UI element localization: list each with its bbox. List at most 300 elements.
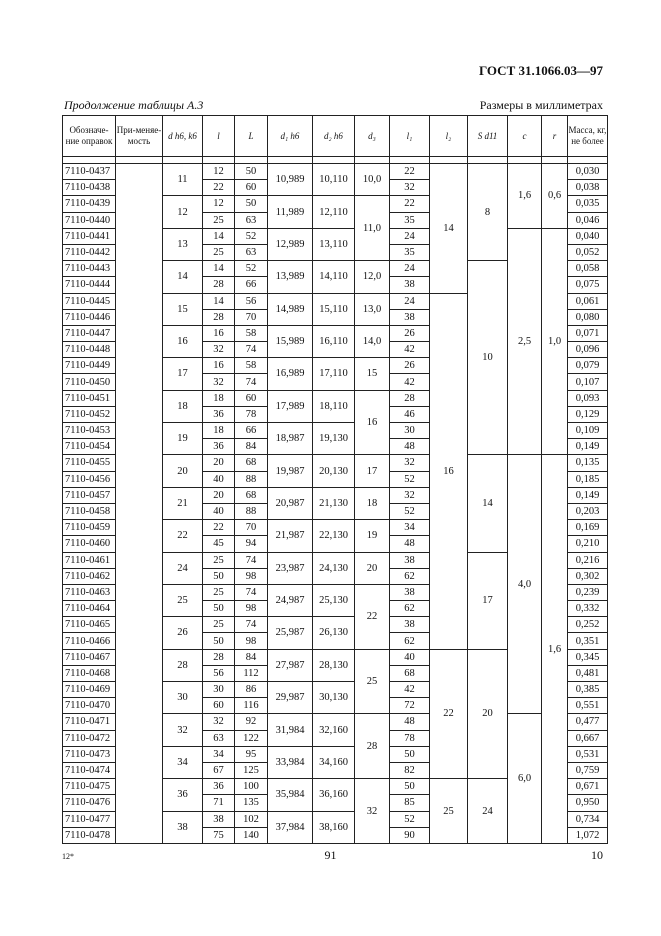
L-cell: 74 [235,617,268,633]
l1-cell: 26 [390,358,430,374]
l-cell: 32 [203,714,235,730]
l-cell: 63 [203,730,235,746]
L-cell: 86 [235,682,268,698]
d2-cell: 38,160 [313,811,355,843]
designation-cell: 7110-0477 [63,811,116,827]
L-cell: 66 [235,423,268,439]
l1-cell: 32 [390,487,430,503]
d1-cell: 33,984 [268,746,313,778]
L-cell: 98 [235,601,268,617]
L-cell: 58 [235,325,268,341]
l1-cell: 52 [390,811,430,827]
L-cell: 84 [235,649,268,665]
d-cell: 22 [163,520,203,552]
designation-cell: 7110-0445 [63,293,116,309]
l1-cell: 32 [390,180,430,196]
l1-cell: 38 [390,309,430,325]
d1-cell: 27,987 [268,649,313,681]
d-cell: 14 [163,261,203,293]
c-cell: 2,5 [508,228,542,455]
designation-cell: 7110-0441 [63,228,116,244]
designation-cell: 7110-0458 [63,503,116,519]
l2-cell: 25 [430,779,468,844]
d-cell: 19 [163,423,203,455]
l1-cell: 50 [390,746,430,762]
d3-cell: 19 [355,520,390,552]
l-cell: 20 [203,487,235,503]
table-row [63,164,608,180]
mass-cell: 0,210 [568,536,608,552]
d2-cell: 30,130 [313,682,355,714]
L-cell: 84 [235,439,268,455]
d2-cell: 13,110 [313,228,355,260]
l1-cell: 42 [390,682,430,698]
L-cell: 135 [235,795,268,811]
l2-cell: 16 [430,293,468,649]
l-cell: 45 [203,536,235,552]
d3-cell: 18 [355,487,390,519]
designation-cell: 7110-0452 [63,406,116,422]
col-c: c [508,116,542,157]
c-cell: 1,6 [508,164,542,229]
L-cell: 122 [235,730,268,746]
mass-cell: 0,052 [568,244,608,260]
L-cell: 116 [235,698,268,714]
designation-cell: 7110-0446 [63,309,116,325]
d3-cell: 10,0 [355,164,390,196]
l1-cell: 24 [390,228,430,244]
l1-cell: 85 [390,795,430,811]
designation-cell: 7110-0476 [63,795,116,811]
d2-cell: 34,160 [313,746,355,778]
mass-cell: 0,061 [568,293,608,309]
d3-cell: 15 [355,358,390,390]
S-cell: 17 [468,552,508,649]
col-d: d h6, k6 [163,116,203,157]
designation-cell: 7110-0447 [63,325,116,341]
d3-cell: 22 [355,584,390,649]
l1-cell: 48 [390,439,430,455]
l-cell: 75 [203,827,235,843]
d1-cell: 37,984 [268,811,313,843]
designation-cell: 7110-0472 [63,730,116,746]
L-cell: 125 [235,762,268,778]
mass-cell: 0,239 [568,584,608,600]
mass-cell: 0,035 [568,196,608,212]
l1-cell: 42 [390,342,430,358]
l-cell: 36 [203,779,235,795]
d-cell: 32 [163,714,203,746]
mass-cell: 0,252 [568,617,608,633]
mass-cell: 0,385 [568,682,608,698]
S-cell: 8 [468,164,508,261]
L-cell: 68 [235,455,268,471]
l-cell: 25 [203,244,235,260]
designation-cell: 7110-0450 [63,374,116,390]
col-l1: l₁ [390,116,430,157]
mass-cell: 0,185 [568,471,608,487]
mass-cell: 0,531 [568,746,608,762]
l-cell: 30 [203,682,235,698]
mass-cell: 0,345 [568,649,608,665]
designation-cell: 7110-0438 [63,180,116,196]
l1-cell: 48 [390,714,430,730]
c-cell: 6,0 [508,714,542,844]
designation-cell: 7110-0451 [63,390,116,406]
L-cell: 98 [235,568,268,584]
d3-cell: 16 [355,390,390,455]
d1-cell: 23,987 [268,552,313,584]
L-cell: 140 [235,827,268,843]
L-cell: 70 [235,309,268,325]
d1-cell: 20,987 [268,487,313,519]
d2-cell: 28,130 [313,649,355,681]
d1-cell: 16,989 [268,358,313,390]
designation-cell: 7110-0471 [63,714,116,730]
l-cell: 32 [203,374,235,390]
l-cell: 16 [203,325,235,341]
d3-cell: 17 [355,455,390,487]
designation-cell: 7110-0478 [63,827,116,843]
applicability-cell [116,164,163,844]
l-cell: 60 [203,698,235,714]
designation-cell: 7110-0456 [63,471,116,487]
mass-cell: 0,667 [568,730,608,746]
page-number: 91 [324,848,337,862]
l1-cell: 62 [390,601,430,617]
L-cell: 68 [235,487,268,503]
col-applicability: При-меняе-мость [116,116,163,157]
d3-cell: 25 [355,649,390,714]
mass-cell: 0,734 [568,811,608,827]
mass-cell: 0,080 [568,309,608,325]
header-row [63,116,608,157]
d3-cell: 11,0 [355,196,390,261]
L-cell: 94 [235,536,268,552]
l1-cell: 62 [390,633,430,649]
d2-cell: 15,110 [313,293,355,325]
L-cell: 74 [235,374,268,390]
designation-cell: 7110-0460 [63,536,116,552]
l1-cell: 38 [390,277,430,293]
mass-cell: 0,109 [568,423,608,439]
S-cell: 10 [468,261,508,455]
designation-cell: 7110-0467 [63,649,116,665]
designation-cell: 7110-0474 [63,762,116,778]
d1-cell: 12,989 [268,228,313,260]
l1-cell: 32 [390,455,430,471]
d2-cell: 32,160 [313,714,355,746]
d1-cell: 17,989 [268,390,313,422]
designation-cell: 7110-0473 [63,746,116,762]
l1-cell: 22 [390,196,430,212]
L-cell: 60 [235,390,268,406]
L-cell: 100 [235,779,268,795]
l-cell: 56 [203,665,235,681]
l-cell: 12 [203,164,235,180]
mass-cell: 0,351 [568,633,608,649]
mass-cell: 0,216 [568,552,608,568]
l1-cell: 28 [390,390,430,406]
col-l: l [203,116,235,157]
L-cell: 112 [235,665,268,681]
d1-cell: 24,987 [268,584,313,616]
designation-cell: 7110-0449 [63,358,116,374]
mass-cell: 0,149 [568,439,608,455]
mass-cell: 0,079 [568,358,608,374]
d-cell: 24 [163,552,203,584]
d2-cell: 19,130 [313,423,355,455]
mass-cell: 0,135 [568,455,608,471]
d2-cell: 24,130 [313,552,355,584]
l-cell: 40 [203,503,235,519]
designation-cell: 7110-0444 [63,277,116,293]
l1-cell: 38 [390,552,430,568]
L-cell: 92 [235,714,268,730]
l1-cell: 68 [390,665,430,681]
d-cell: 17 [163,358,203,390]
d2-cell: 20,130 [313,455,355,487]
S-cell: 14 [468,455,508,552]
d2-cell: 21,130 [313,487,355,519]
d-cell: 38 [163,811,203,843]
l1-cell: 90 [390,827,430,843]
L-cell: 50 [235,196,268,212]
L-cell: 74 [235,342,268,358]
l1-cell: 22 [390,164,430,180]
l1-cell: 78 [390,730,430,746]
table-caption: Продолжение таблицы А.3 [64,98,204,112]
l1-cell: 72 [390,698,430,714]
l-cell: 50 [203,601,235,617]
col-l2: l₂ [430,116,468,157]
S-cell: 20 [468,649,508,779]
designation-cell: 7110-0470 [63,698,116,714]
l1-cell: 38 [390,584,430,600]
d-cell: 16 [163,325,203,357]
l1-cell: 38 [390,617,430,633]
d1-cell: 25,987 [268,617,313,649]
d1-cell: 21,987 [268,520,313,552]
designation-cell: 7110-0448 [63,342,116,358]
col-S: S d11 [468,116,508,157]
col-d2: d₂ h6 [313,116,355,157]
L-cell: 74 [235,552,268,568]
S-cell: 24 [468,779,508,844]
designation-cell: 7110-0464 [63,601,116,617]
L-cell: 88 [235,503,268,519]
l-cell: 14 [203,293,235,309]
l-cell: 20 [203,455,235,471]
d2-cell: 26,130 [313,617,355,649]
mass-cell: 0,046 [568,212,608,228]
d-cell: 20 [163,455,203,487]
mass-cell: 0,950 [568,795,608,811]
col-designation: Обозначе-ние оправок [63,116,116,157]
L-cell: 50 [235,164,268,180]
r-cell: 0,6 [542,164,568,229]
l-cell: 38 [203,811,235,827]
l-cell: 67 [203,762,235,778]
mass-cell: 0,203 [568,503,608,519]
l1-cell: 40 [390,649,430,665]
d2-cell: 36,160 [313,779,355,811]
d1-cell: 19,987 [268,455,313,487]
designation-cell: 7110-0466 [63,633,116,649]
l-cell: 28 [203,309,235,325]
l1-cell: 50 [390,779,430,795]
designation-cell: 7110-0453 [63,423,116,439]
d2-cell: 17,110 [313,358,355,390]
d-cell: 28 [163,649,203,681]
designation-cell: 7110-0437 [63,164,116,180]
spec-table [62,115,608,844]
l-cell: 22 [203,520,235,536]
d2-cell: 25,130 [313,584,355,616]
mass-cell: 0,058 [568,261,608,277]
L-cell: 52 [235,228,268,244]
d-cell: 11 [163,164,203,196]
l-cell: 34 [203,746,235,762]
l1-cell: 48 [390,536,430,552]
l-cell: 71 [203,795,235,811]
d2-cell: 18,110 [313,390,355,422]
c-cell: 4,0 [508,455,542,714]
L-cell: 58 [235,358,268,374]
designation-cell: 7110-0461 [63,552,116,568]
d-cell: 18 [163,390,203,422]
d3-cell: 12,0 [355,261,390,293]
d1-cell: 14,989 [268,293,313,325]
mass-cell: 0,107 [568,374,608,390]
d2-cell: 22,130 [313,520,355,552]
l1-cell: 34 [390,520,430,536]
d1-cell: 11,989 [268,196,313,228]
L-cell: 63 [235,244,268,260]
d3-cell: 28 [355,714,390,779]
l1-cell: 35 [390,244,430,260]
designation-cell: 7110-0454 [63,439,116,455]
l1-cell: 82 [390,762,430,778]
mass-cell: 0,093 [568,390,608,406]
d3-cell: 14,0 [355,325,390,357]
col-d3: d₃ [355,116,390,157]
designation-cell: 7110-0455 [63,455,116,471]
l-cell: 36 [203,439,235,455]
table-body [63,157,608,844]
l1-cell: 52 [390,471,430,487]
mass-cell: 0,129 [568,406,608,422]
units-note: Размеры в миллиметрах [479,98,603,112]
r-cell: 1,0 [542,228,568,455]
designation-cell: 7110-0465 [63,617,116,633]
l2-cell: 22 [430,649,468,779]
l1-cell: 30 [390,423,430,439]
mass-cell: 0,030 [568,164,608,180]
d1-cell: 31,984 [268,714,313,746]
col-mass: Масса, кг, не более [568,116,608,157]
mass-cell: 0,169 [568,520,608,536]
l1-cell: 24 [390,261,430,277]
mass-cell: 0,332 [568,601,608,617]
footer-mark: 12* [62,852,74,861]
mass-cell: 0,551 [568,698,608,714]
l-cell: 18 [203,390,235,406]
d-cell: 34 [163,746,203,778]
mass-cell: 0,481 [568,665,608,681]
d1-cell: 15,989 [268,325,313,357]
mass-cell: 0,096 [568,342,608,358]
L-cell: 88 [235,471,268,487]
l-cell: 50 [203,568,235,584]
designation-cell: 7110-0468 [63,665,116,681]
L-cell: 78 [235,406,268,422]
designation-cell: 7110-0439 [63,196,116,212]
col-r: r [542,116,568,157]
l-cell: 25 [203,212,235,228]
designation-cell: 7110-0443 [63,261,116,277]
mass-cell: 0,671 [568,779,608,795]
d3-cell: 20 [355,552,390,584]
l-cell: 25 [203,584,235,600]
mass-cell: 0,040 [568,228,608,244]
mass-cell: 0,759 [568,762,608,778]
L-cell: 102 [235,811,268,827]
l-cell: 36 [203,406,235,422]
d2-cell: 12,110 [313,196,355,228]
mass-cell: 0,071 [568,325,608,341]
d1-cell: 35,984 [268,779,313,811]
standard-number: ГОСТ 31.1066.03—97 [478,63,603,78]
d2-cell: 14,110 [313,261,355,293]
L-cell: 56 [235,293,268,309]
mass-cell: 0,302 [568,568,608,584]
l-cell: 40 [203,471,235,487]
mass-cell: 0,149 [568,487,608,503]
l-cell: 18 [203,423,235,439]
d1-cell: 18,987 [268,423,313,455]
designation-cell: 7110-0459 [63,520,116,536]
l-cell: 28 [203,649,235,665]
d-cell: 25 [163,584,203,616]
col-L: L [235,116,268,157]
d3-cell: 32 [355,779,390,844]
l1-cell: 35 [390,212,430,228]
l-cell: 32 [203,342,235,358]
mass-cell: 0,477 [568,714,608,730]
L-cell: 60 [235,180,268,196]
l1-cell: 26 [390,325,430,341]
l1-cell: 42 [390,374,430,390]
d-cell: 36 [163,779,203,811]
L-cell: 98 [235,633,268,649]
l2-cell: 14 [430,164,468,294]
L-cell: 63 [235,212,268,228]
d3-cell: 13,0 [355,293,390,325]
L-cell: 95 [235,746,268,762]
d-cell: 26 [163,617,203,649]
d-cell: 15 [163,293,203,325]
designation-cell: 7110-0457 [63,487,116,503]
L-cell: 52 [235,261,268,277]
d1-cell: 10,989 [268,164,313,196]
l-cell: 25 [203,617,235,633]
l-cell: 28 [203,277,235,293]
l1-cell: 46 [390,406,430,422]
L-cell: 70 [235,520,268,536]
l1-cell: 24 [390,293,430,309]
l-cell: 14 [203,261,235,277]
